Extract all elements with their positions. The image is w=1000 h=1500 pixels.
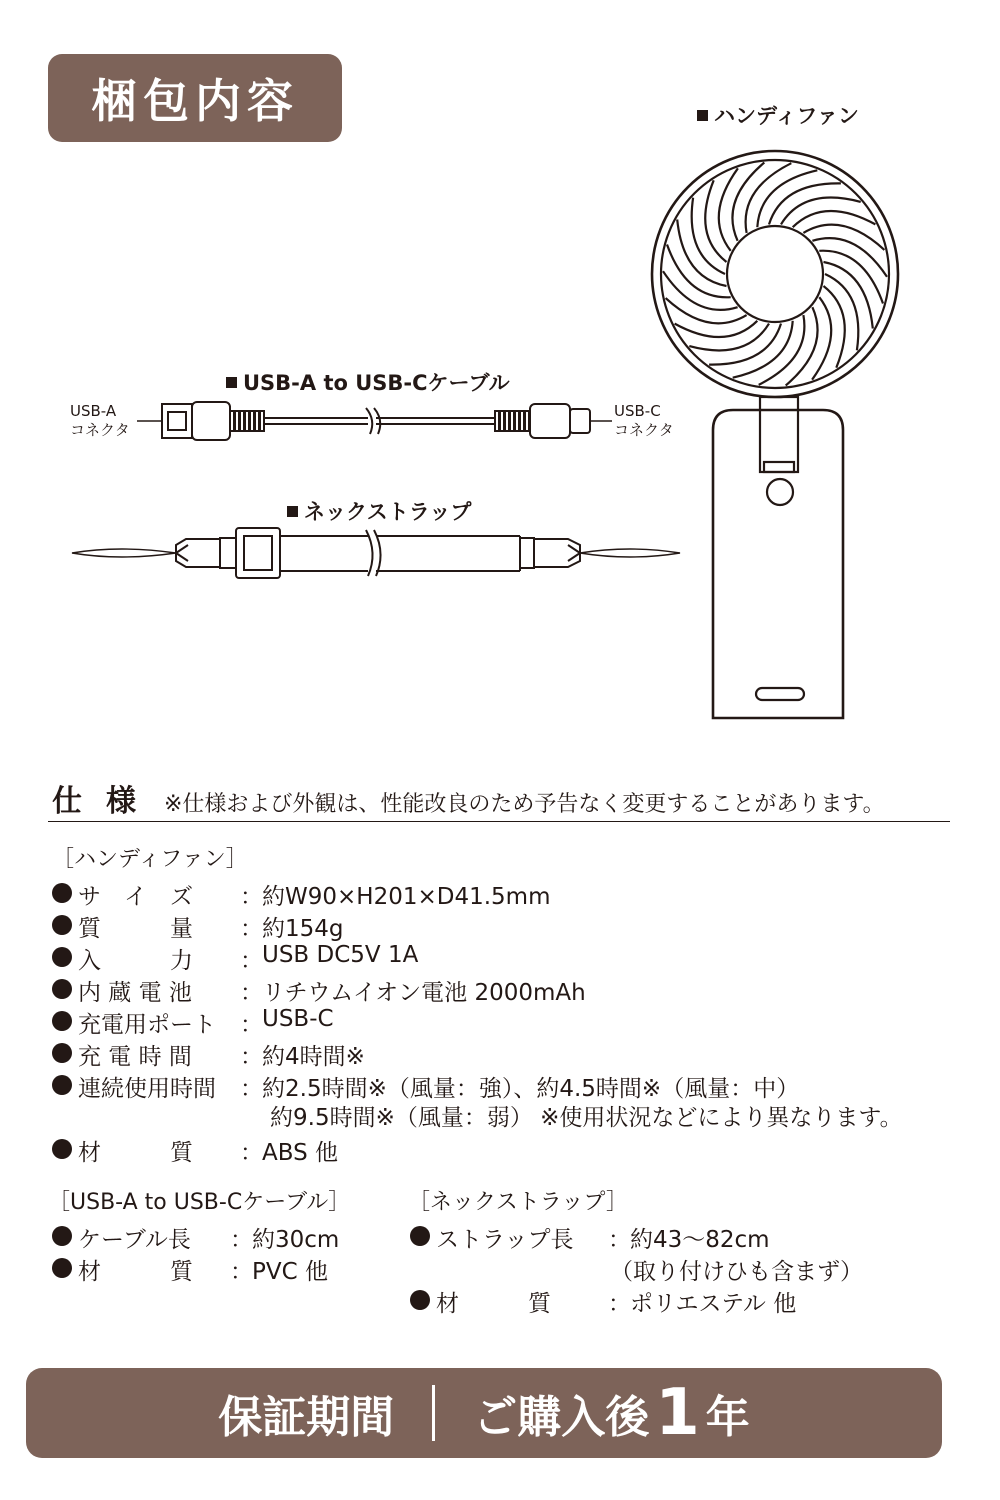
usb-cable-illustration	[137, 402, 612, 440]
cable-coil-ring	[260, 411, 264, 431]
cable-coil-ring	[510, 411, 514, 431]
spec-key: 充電用ポート	[78, 1012, 216, 1038]
warranty-year-unit: 年	[705, 1392, 750, 1443]
cable-coil-ring	[245, 411, 249, 431]
spec-key: 内 蔵 電 池	[78, 980, 192, 1006]
spec-separator: ：	[240, 948, 263, 974]
spec-value: ポリエステル 他	[630, 1291, 797, 1317]
spec-separator: ：	[240, 980, 263, 1006]
bullet-dot-icon	[52, 1258, 72, 1278]
fan-blade	[666, 298, 747, 323]
strap-caption-text: ネックストラップ	[304, 500, 472, 524]
spec-value: 約154g	[262, 916, 344, 942]
bullet-dot-icon	[52, 915, 72, 935]
cable-spec-group-title: ［USB-A to USB-Cケーブル］	[48, 1190, 351, 1215]
handy-fan-illustration	[652, 151, 898, 718]
cable-coil-ring	[240, 411, 244, 431]
spec-value: 約2.5時間※（風量：強）、約4.5時間※（風量：中）	[262, 1076, 800, 1102]
bullet-dot-icon	[52, 1075, 72, 1095]
spec-value: 約4時間※	[262, 1044, 365, 1070]
fan-spec-group-title: ［ハンディファン］	[52, 847, 248, 872]
fan-blade	[803, 225, 884, 250]
cable-coil-ring	[495, 411, 499, 431]
spec-row	[52, 974, 586, 1007]
spec-row	[52, 910, 344, 943]
spec-value: ABS 他	[262, 1140, 339, 1166]
cable-coil-ring	[515, 411, 519, 431]
spec-key: ストラップ長	[436, 1227, 574, 1253]
spec-row	[52, 1038, 365, 1071]
bullet-dot-icon	[52, 1139, 72, 1159]
spec-separator: ：	[230, 1259, 253, 1285]
spec-value: PVC 他	[252, 1259, 328, 1285]
spec-key: ケーブル長	[78, 1227, 191, 1253]
cable-coil-ring	[520, 411, 524, 431]
cable-coil-ring	[250, 411, 254, 431]
specs-title: 仕様	[52, 784, 160, 819]
spec-value: USB DC5V 1A	[262, 942, 419, 968]
spec-key: 材 質	[78, 1140, 193, 1166]
spec-key: 材 質	[78, 1259, 193, 1285]
bullet-dot-icon	[52, 1043, 72, 1063]
spec-value: 約30cm	[252, 1227, 340, 1253]
section-badge-package-contents: 梱包内容	[48, 54, 342, 142]
spec-row	[52, 1006, 334, 1039]
spec-separator: ：	[240, 1044, 263, 1070]
warranty-banner	[26, 1368, 942, 1458]
warranty-divider	[432, 1385, 435, 1441]
spec-row	[52, 1221, 339, 1254]
bullet-dot-icon	[410, 1226, 430, 1246]
spec-key: 質 量	[78, 916, 193, 942]
cable-coil-ring	[230, 411, 234, 431]
spec-separator: ：	[608, 1227, 631, 1253]
specs-header	[52, 776, 885, 820]
spec-key: サ イ ズ	[78, 884, 193, 910]
spec-key: 連続使用時間	[78, 1076, 216, 1102]
cable-coil-ring	[525, 411, 529, 431]
usb-a-label-line1: USB-A	[70, 402, 117, 420]
cable-coil-ring	[255, 411, 259, 431]
strap-length-note: （取り付けひも含まず）	[610, 1259, 863, 1285]
fan-blade	[812, 297, 831, 380]
spec-key: 充 電 時 間	[78, 1044, 192, 1070]
usb-c-label-line1: USB-C	[614, 402, 661, 420]
warranty-prefix: ご購入後	[473, 1392, 650, 1443]
bullet-dot-icon	[52, 883, 72, 903]
spec-row	[410, 1285, 796, 1318]
spec-row	[52, 1134, 338, 1167]
spec-row	[410, 1221, 770, 1254]
bullet-dot-icon	[410, 1290, 430, 1310]
cable-coil-ring	[505, 411, 509, 431]
bullet-dot-icon	[52, 1226, 72, 1246]
bullet-dot-icon	[52, 979, 72, 999]
fan-caption-text: ハンディファン	[714, 104, 859, 128]
specs-divider	[48, 821, 950, 822]
spec-separator: ：	[608, 1291, 631, 1317]
cable-coil-ring	[235, 411, 239, 431]
spec-value: 約43〜82cm	[630, 1227, 770, 1253]
usb-c-label-line2: コネクタ	[614, 421, 674, 439]
neck-strap-illustration	[72, 528, 680, 578]
spec-key: 材 質	[436, 1291, 551, 1317]
spec-separator: ：	[240, 1076, 263, 1102]
spec-key: 入 力	[78, 948, 193, 974]
continuous-use-line2: 約9.5時間※（風量：弱） ※使用状況などにより異なります。	[270, 1105, 903, 1131]
strap-spec-group-title: ［ネックストラップ］	[408, 1190, 629, 1215]
spec-separator: ：	[240, 916, 263, 942]
usb-a-label-line2: コネクタ	[70, 421, 130, 439]
spec-separator: ：	[230, 1227, 253, 1253]
spec-separator: ：	[240, 1012, 263, 1038]
spec-row	[52, 1253, 328, 1286]
cable-coil-ring	[500, 411, 504, 431]
spec-separator: ：	[240, 884, 263, 910]
bullet-dot-icon	[52, 947, 72, 967]
spec-row	[52, 942, 418, 975]
bullet-dot-icon	[52, 1011, 72, 1031]
warranty-label: 保証期間	[218, 1392, 395, 1443]
spec-value: USB-C	[262, 1006, 334, 1032]
spec-value: リチウムイオン電池 2000mAh	[262, 980, 586, 1006]
warranty-years: 1	[655, 1376, 700, 1450]
specs-note: ※仕様および外観は、性能改良のため予告なく変更することがあります。	[164, 792, 885, 817]
fan-blade	[719, 168, 738, 251]
cable-caption-text: USB-A to USB-Cケーブル	[243, 371, 510, 395]
spec-value: 約W90×H201×D41.5mm	[262, 884, 551, 910]
spec-row	[52, 878, 550, 911]
spec-separator: ：	[240, 1140, 263, 1166]
